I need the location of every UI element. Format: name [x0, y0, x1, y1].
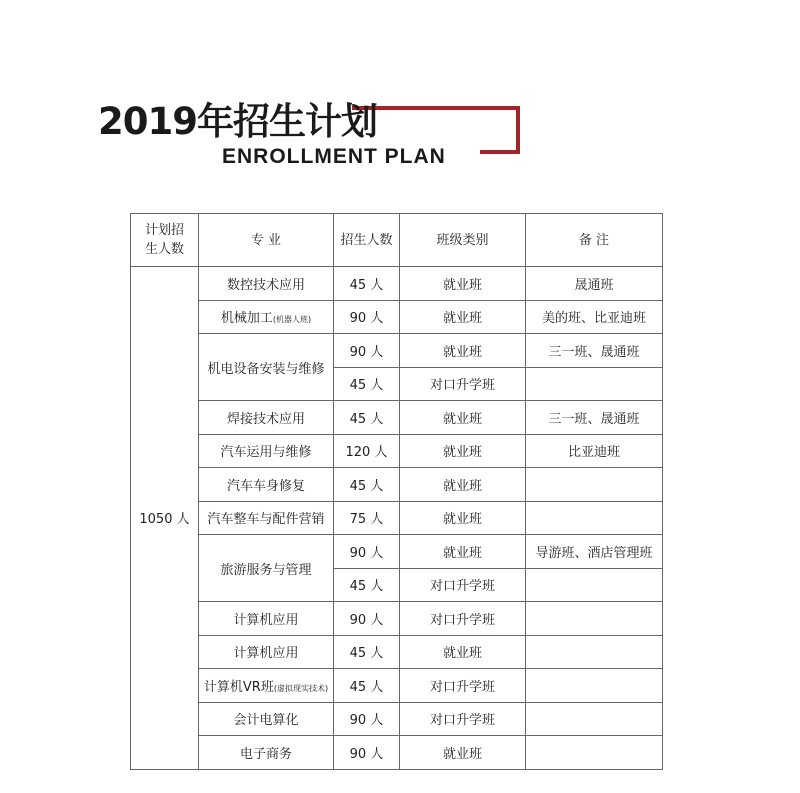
note-cell: [526, 568, 663, 602]
table-row: [131, 602, 663, 636]
table-row: [131, 535, 663, 569]
class-type-cell: 对口升学班: [400, 702, 526, 736]
note-cell: 三一班、晟通班: [526, 334, 663, 368]
class-type-cell: 就业班: [400, 736, 526, 770]
note-cell: [526, 501, 663, 535]
class-type-cell: 对口升学班: [400, 367, 526, 401]
class-type-cell: 对口升学班: [400, 568, 526, 602]
major-cell: 计算机应用: [199, 602, 334, 636]
count-cell: 75 人: [334, 501, 400, 535]
note-cell: [526, 602, 663, 636]
class-type-cell: 就业班: [400, 267, 526, 301]
note-cell: 比亚迪班: [526, 434, 663, 468]
major-cell: 数控技术应用: [199, 267, 334, 301]
table-row: [131, 300, 663, 334]
class-type-cell: 就业班: [400, 401, 526, 435]
table-row: [131, 736, 663, 770]
class-type-cell: 对口升学班: [400, 669, 526, 703]
class-type-cell: 就业班: [400, 468, 526, 502]
class-type-cell: 对口升学班: [400, 602, 526, 636]
major-cell: 汽车运用与维修: [199, 434, 334, 468]
title-block: [0, 0, 800, 200]
class-type-cell: 就业班: [400, 434, 526, 468]
count-cell: 90 人: [334, 300, 400, 334]
table-row: [131, 334, 663, 368]
major-cell: 机电设备安装与维修: [199, 334, 334, 401]
count-cell: 45 人: [334, 401, 400, 435]
table-row: [131, 669, 663, 703]
page-title: 2019年招生计划: [98, 100, 377, 143]
note-cell: [526, 635, 663, 669]
count-cell: 45 人: [334, 468, 400, 502]
note-cell: [526, 702, 663, 736]
major-cell: 计算机VR班(虚拟现实技术): [199, 669, 334, 703]
header-class-type: 班级类别: [400, 214, 526, 267]
note-cell: [526, 367, 663, 401]
page-subtitle: ENROLLMENT PLAN: [222, 145, 446, 168]
major-cell: 计算机应用: [199, 635, 334, 669]
count-cell: 120 人: [334, 434, 400, 468]
count-cell: 90 人: [334, 334, 400, 368]
note-cell: [526, 736, 663, 770]
table-row: [131, 434, 663, 468]
table-row: [131, 468, 663, 502]
class-type-cell: 就业班: [400, 635, 526, 669]
table-row: [131, 702, 663, 736]
major-cell: 电子商务: [199, 736, 334, 770]
major-cell: 汽车车身修复: [199, 468, 334, 502]
major-cell: 焊接技术应用: [199, 401, 334, 435]
note-cell: 三一班、晟通班: [526, 401, 663, 435]
note-cell: 美的班、比亚迪班: [526, 300, 663, 334]
count-cell: 90 人: [334, 602, 400, 636]
header-major: 专 业: [199, 214, 334, 267]
total-cell: 1050 人: [131, 267, 199, 770]
count-cell: 45 人: [334, 367, 400, 401]
count-cell: 45 人: [334, 267, 400, 301]
major-cell: 机械加工(机器人班): [199, 300, 334, 334]
table-row: [131, 267, 663, 301]
count-cell: 45 人: [334, 635, 400, 669]
note-cell: 晟通班: [526, 267, 663, 301]
count-cell: 45 人: [334, 669, 400, 703]
major-note: (机器人班): [272, 315, 312, 325]
table-header-row: [131, 214, 663, 267]
table-row: [131, 501, 663, 535]
note-cell: [526, 468, 663, 502]
note-cell: 导游班、酒店管理班: [526, 535, 663, 569]
major-cell: 旅游服务与管理: [199, 535, 334, 602]
count-cell: 45 人: [334, 568, 400, 602]
class-type-cell: 就业班: [400, 334, 526, 368]
major-cell: 汽车整车与配件营销: [199, 501, 334, 535]
table-row: [131, 635, 663, 669]
note-cell: [526, 669, 663, 703]
enrollment-plan-table: [130, 213, 663, 770]
class-type-cell: 就业班: [400, 300, 526, 334]
class-type-cell: 就业班: [400, 501, 526, 535]
header-count: 招生人数: [334, 214, 400, 267]
header-note: 备 注: [526, 214, 663, 267]
major-cell: 会计电算化: [199, 702, 334, 736]
count-cell: 90 人: [334, 736, 400, 770]
header-total: 计划招生人数: [131, 214, 199, 267]
major-note: (虚拟现实技术): [273, 683, 329, 693]
count-cell: 90 人: [334, 535, 400, 569]
table-row: [131, 401, 663, 435]
class-type-cell: 就业班: [400, 535, 526, 569]
count-cell: 90 人: [334, 702, 400, 736]
